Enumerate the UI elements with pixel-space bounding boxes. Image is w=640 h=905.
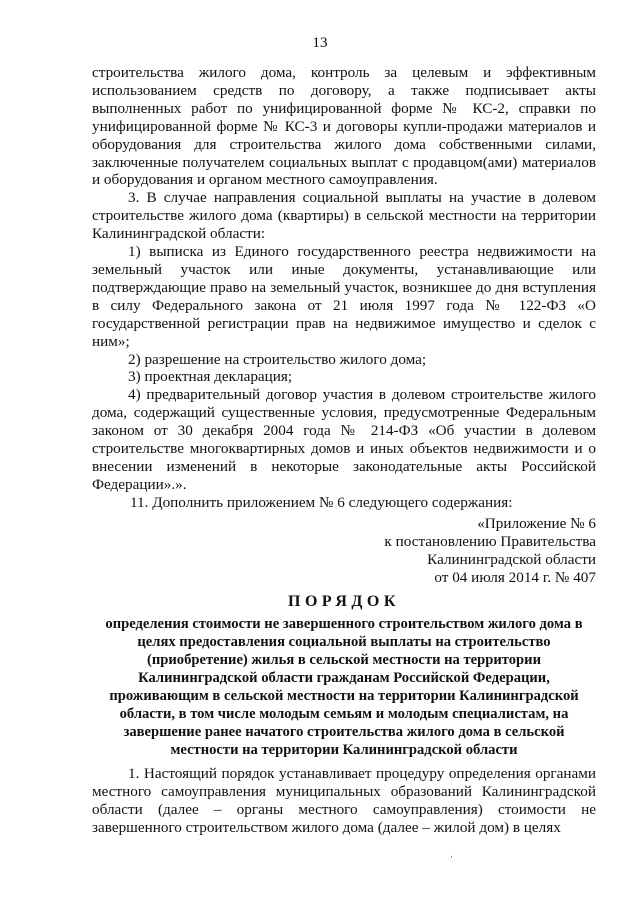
appendix-header	[384, 515, 596, 587]
subtitle-line: местности на территории Калининградской области	[170, 742, 518, 758]
paragraph-item-11: 11. Дополнить приложением № 6 следующего содержания:	[130, 493, 513, 511]
order-subtitle	[92, 615, 596, 759]
appendix-line: Калининградской области	[427, 550, 596, 568]
subtitle-line: определения стоимости не завершенного строительством жилого дома в	[105, 616, 583, 632]
subtitle-line: Калининградской области гражданам Российской Федерации,	[138, 670, 550, 686]
list-item-1: 1) выписка из Единого государственного реестра недвижимости на земельный участок или иные документы, устанавливающие или подтверждающие право на земельный участок, возникшее до дня вступления в силу Федерального закона от 21 июля 1997 года № 122-ФЗ «О государственной регистрации прав на недвижимое имущество и сделок с ним»;	[92, 243, 596, 350]
order-title: ПОРЯДОК	[288, 593, 400, 610]
list-item-4: 4) предварительный договор участия в долевом строительстве жилого дома, содержащий существенные условия, предусмотренные Федеральным законом от 30 декабря 2004 года № 214-ФЗ «Об участии в долевом строительстве многоквартирных домов и иных объектов недвижимости и о внесении изменений в некоторые законодательные акты Российской Федерации».».	[92, 386, 596, 493]
document-body	[92, 64, 596, 512]
page-number: 13	[312, 34, 328, 51]
paragraph-item-3: 3. В случае направления социальной выплаты на участие в долевом строительстве жилого дома (квартиры) в сельской местности на территории Калининградской области:	[92, 189, 596, 243]
subtitle-line: (приобретение) жилья в сельской местности на территории	[147, 652, 541, 668]
subtitle-line: проживающим в сельской местности на территории Калининградской	[109, 688, 579, 704]
scan-speck: ˈ	[450, 855, 454, 866]
order-paragraph-1: 1. Настоящий порядок устанавливает процедуру определения органами местного самоуправления муниципальных образований Калининградской области (далее – органы местного самоуправления) стоимости не завершенного строительством жилого дома (далее – жилой дом) в целях	[92, 765, 596, 836]
list-item-3: 3) проектная декларация;	[128, 368, 293, 386]
list-item-2: 2) разрешение на строительство жилого дома;	[128, 350, 427, 368]
subtitle-line: целях предоставления социальной выплаты на строительство	[137, 634, 551, 650]
appendix-line: от 04 июля 2014 г. № 407	[434, 568, 596, 586]
appendix-line: к постановлению Правительства	[384, 532, 596, 550]
paragraph-continuation: строительства жилого дома, контроль за целевым и эффективным использованием средств по договору, а также подписывает акты выполненных работ по унифицированной форме № КС-2, справки по унифицированной форме № КС-3 и договоры купли-продажи материалов и оборудования для строительства жилого дома собственными силами, заключенные получателем социальных выплат с продавцом(ами) материалов и оборудования и органом местного самоуправления.	[92, 64, 596, 189]
order-body	[92, 765, 596, 837]
appendix-line: «Приложение № 6	[477, 515, 596, 532]
subtitle-line: области, в том числе молодым семьям и молодым специалистам, на	[119, 706, 569, 722]
subtitle-line: завершение ранее начатого строительства жилого дома в сельской	[123, 724, 565, 740]
